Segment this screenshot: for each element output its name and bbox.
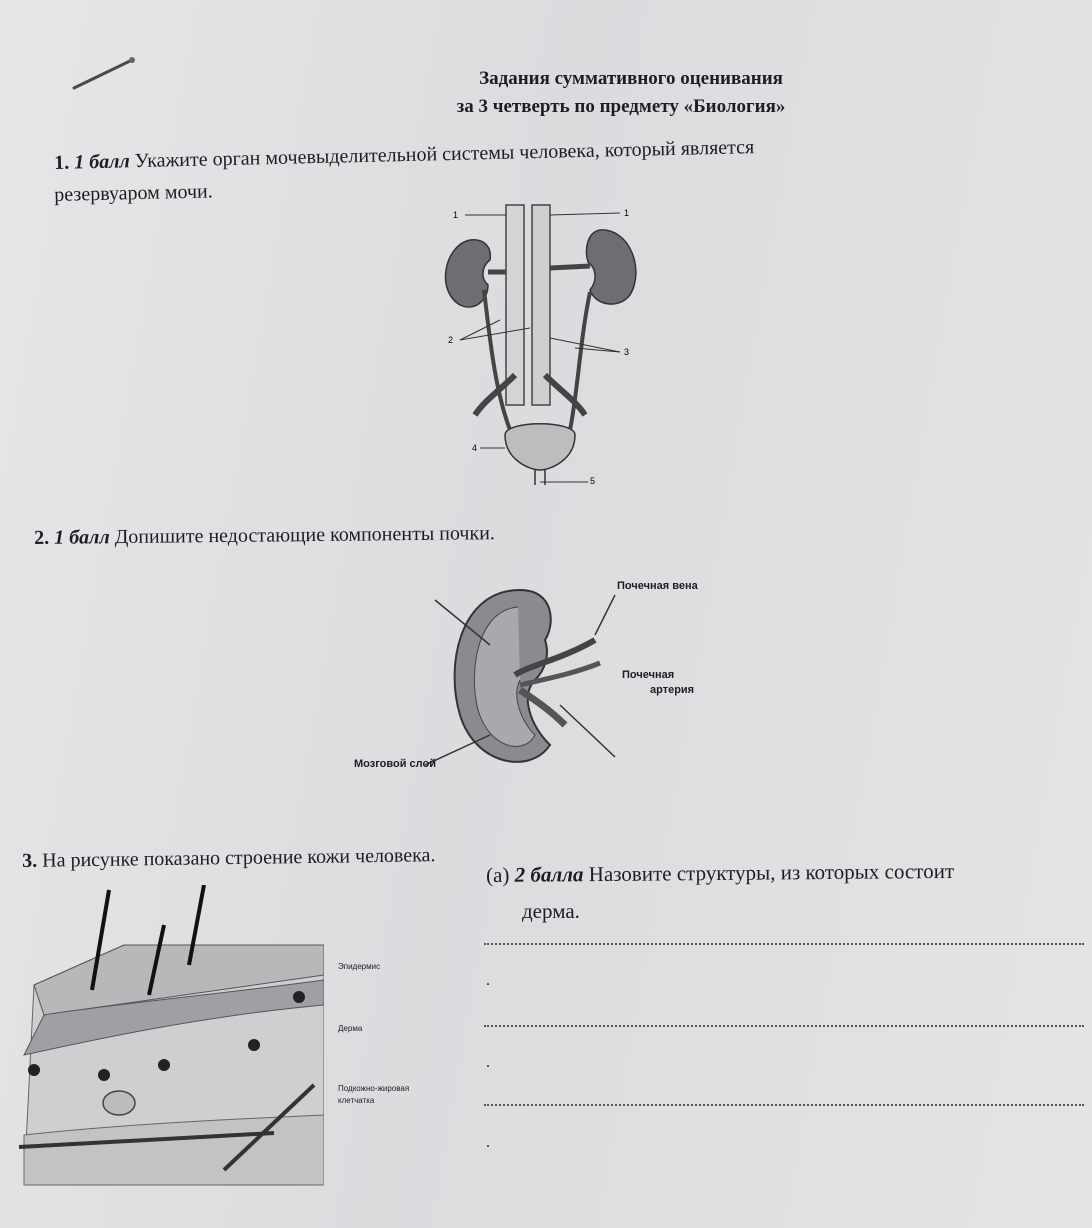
label-dermis: Дерма	[338, 1024, 363, 1033]
q3a-text-line2: дерма.	[522, 899, 580, 923]
kidney-section-figure	[420, 585, 640, 780]
page-title-line2: за 3 четверть по предмету «Биология»	[456, 96, 786, 117]
label-medulla: Мозговой слой	[354, 758, 436, 770]
fig1-label-2: 2	[448, 335, 454, 345]
q1-points: 1 балл	[74, 150, 131, 174]
fig1-label-1b: 1	[624, 208, 630, 218]
label-hypodermis-line2: клетчатка	[338, 1096, 375, 1105]
q1-number: 1.	[54, 151, 70, 174]
q2-points: 1 балл	[54, 526, 110, 549]
question-1	[54, 134, 754, 176]
q3a-points: 2 балла	[514, 862, 584, 887]
label-renal-artery-line2: артерия	[650, 684, 695, 696]
q3-number: 3.	[22, 849, 38, 872]
fig1-label-3: 3	[624, 347, 630, 357]
fig1-label-5: 5	[590, 476, 596, 486]
fig1-label-1a: 1	[453, 210, 459, 220]
answer-line-2[interactable]	[484, 1025, 1084, 1027]
q3-sub-a	[486, 858, 954, 888]
question-2	[34, 520, 495, 551]
answer-dot-1: .	[486, 972, 490, 989]
q1-text-line1: Укажите орган мочевыделительной системы человека, который является	[134, 136, 755, 173]
fig1-label-4: 4	[472, 443, 478, 453]
q1-text-line2: резервуаром мочи.	[54, 180, 213, 206]
q3a-prefix: (a)	[486, 862, 510, 887]
q2-number: 2.	[34, 526, 50, 549]
answer-line-1[interactable]	[484, 943, 1084, 945]
skin-structure-figure	[14, 885, 324, 1205]
answer-dot-2: .	[486, 1054, 490, 1071]
label-renal-artery-line1: Почечная	[622, 669, 675, 681]
q3a-text-line1: Назовите структуры, из которых состоит	[588, 858, 955, 887]
question-3	[22, 842, 436, 874]
urinary-system-figure	[440, 200, 660, 490]
label-epidermis: Эпидермис	[338, 962, 381, 971]
label-renal-vein: Почечная вена	[617, 580, 698, 592]
page-title-line1: Задания суммативного оценивания	[479, 68, 783, 89]
q2-text: Допишите недостающие компоненты почки.	[114, 522, 495, 549]
answer-dot-3: .	[486, 1134, 490, 1151]
q3-text: На рисунке показано строение кожи человека.	[42, 844, 436, 872]
answer-line-3[interactable]	[484, 1104, 1084, 1106]
label-hypodermis-line1: Подкожно-жировая	[338, 1084, 410, 1093]
